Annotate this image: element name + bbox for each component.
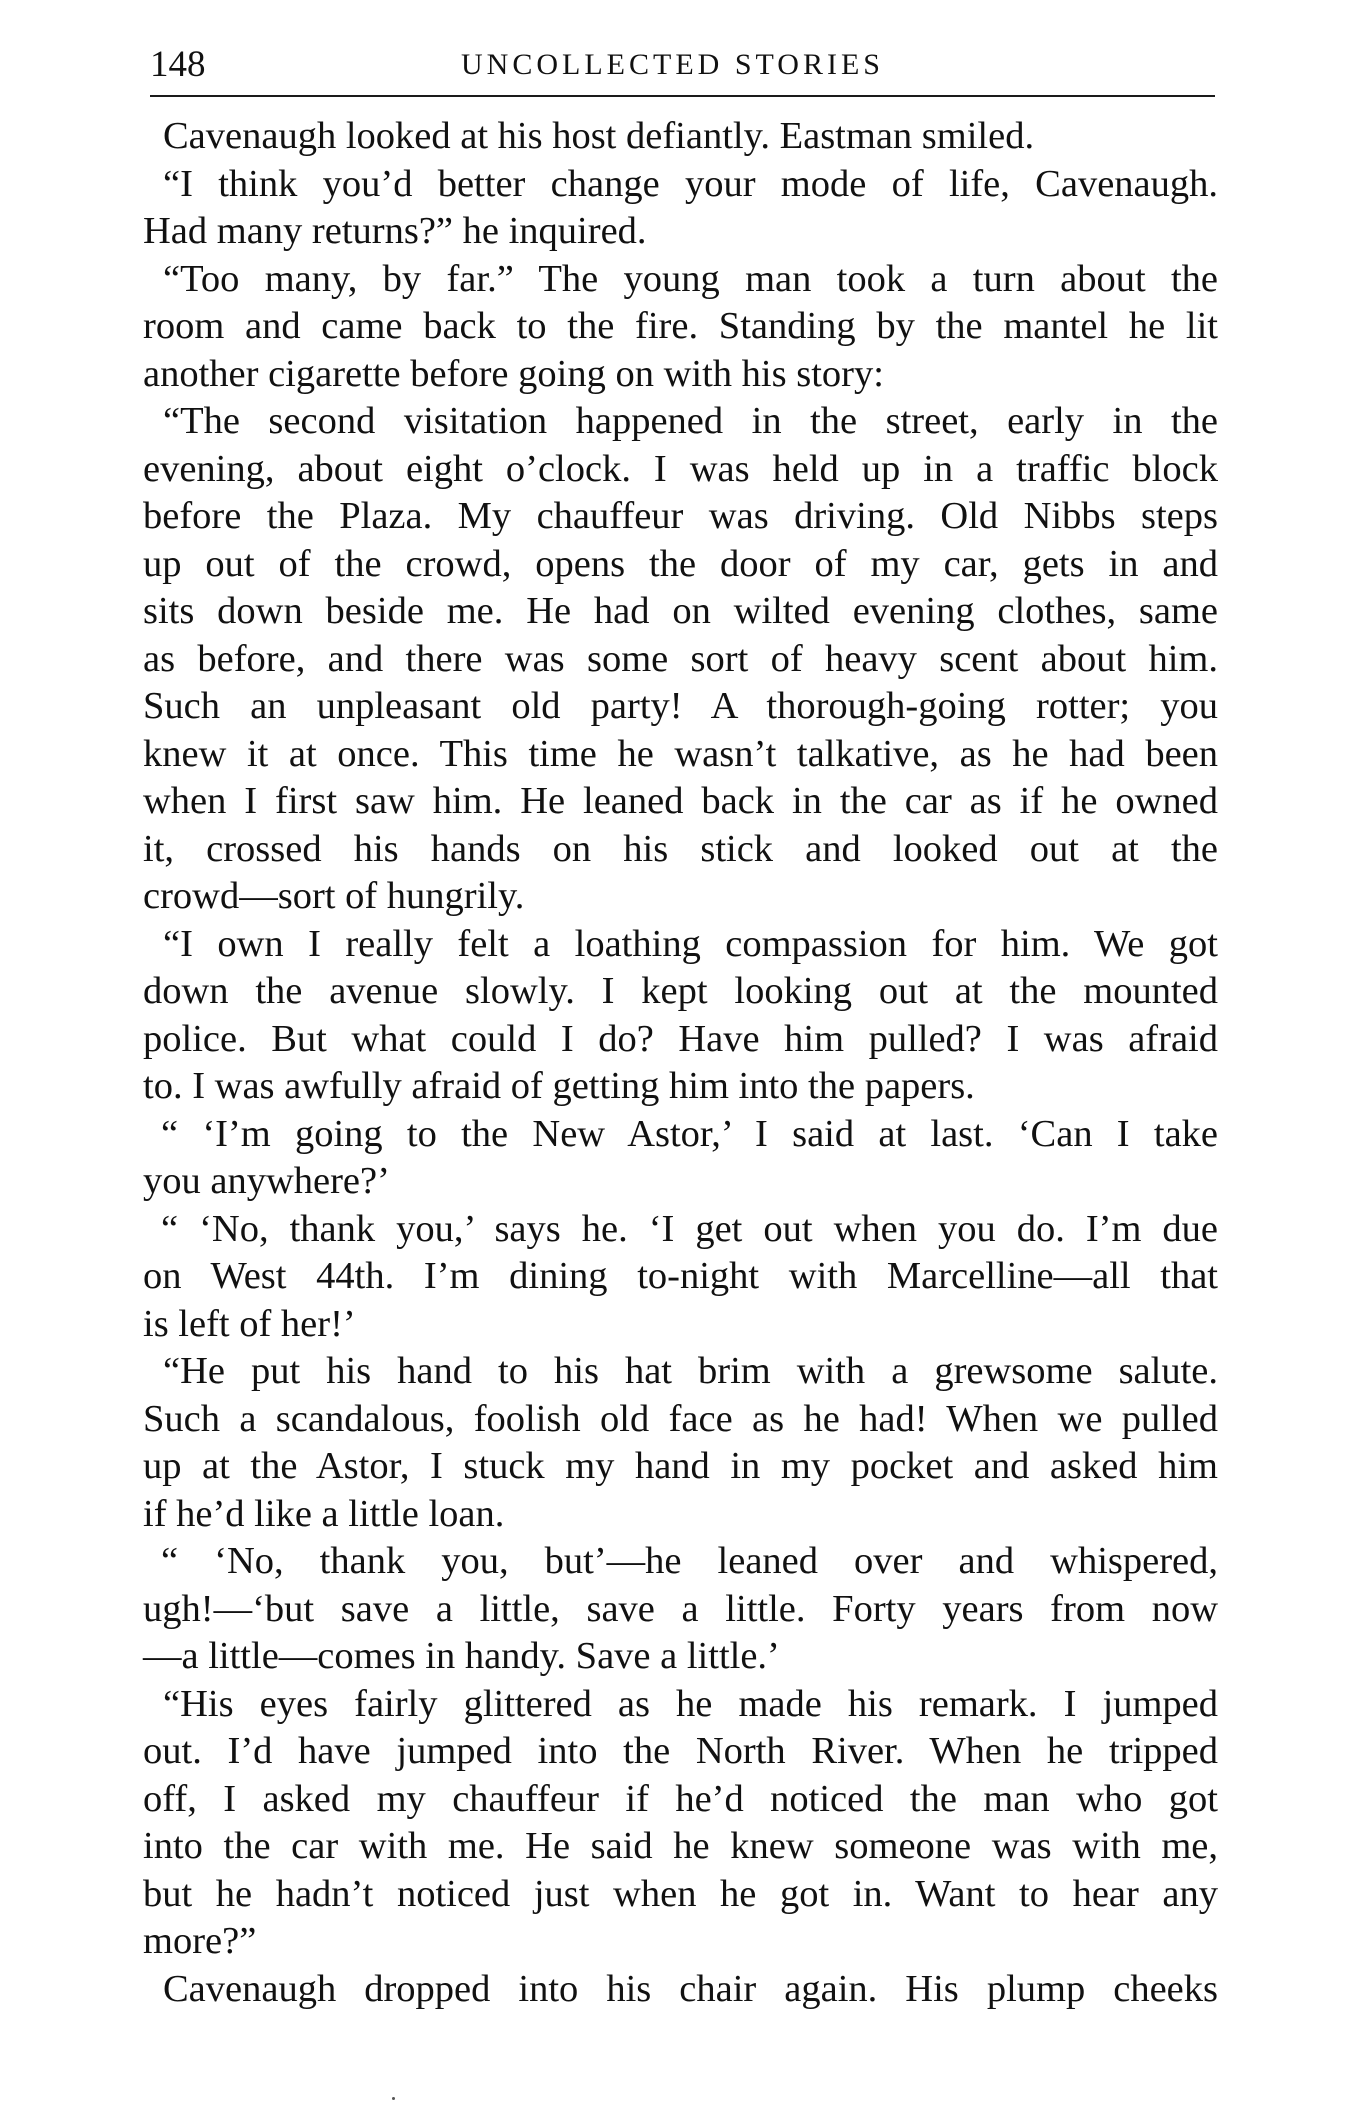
- text-line: up out of the crowd, opens the door of my car, gets in and: [143, 542, 1218, 585]
- text-line: when I first saw him. He leaned back in the car as if he owned: [143, 780, 1218, 822]
- text-line: more?”: [143, 1920, 257, 1962]
- text-line: “I own I really felt a loathing compassion for him. We got: [163, 922, 1218, 965]
- text-line: Had many returns?” he inquired.: [143, 210, 647, 252]
- text-line: —a little—comes in handy. Save a little.’: [143, 1635, 780, 1677]
- text-line: police. But what could I do? Have him pulled? I was afraid: [143, 1017, 1218, 1060]
- page-number: 148: [150, 44, 206, 85]
- text-line: to. I was awfully afraid of getting him into the papers.: [143, 1065, 975, 1107]
- text-line: on West 44th. I’m dining to-night with Marcelline—all that: [143, 1255, 1218, 1297]
- running-title: UNCOLLECTED STORIES: [461, 48, 884, 81]
- text-line: sits down beside me. He had on wilted evening clothes, same: [143, 590, 1218, 632]
- text-line: room and came back to the fire. Standing by the mantel he lit: [143, 305, 1218, 347]
- text-line: before the Plaza. My chauffeur was driving. Old Nibbs steps: [143, 495, 1218, 537]
- text-line: crowd—sort of hungrily.: [143, 875, 525, 917]
- running-head: [130, 40, 1215, 90]
- text-line: another cigarette before going on with his story:: [143, 352, 884, 395]
- text-line: “The second visitation happened in the street, early in the: [163, 400, 1218, 442]
- text-line: “ ‘I’m going to the New Astor,’ I said at last. ‘Can I take: [161, 1112, 1218, 1155]
- text-line: if he’d like a little loan.: [143, 1492, 505, 1535]
- text-line: is left of her!’: [143, 1302, 356, 1345]
- text-line: but he hadn’t noticed just when he got in. Want to hear any: [143, 1872, 1218, 1915]
- text-line: as before, and there was some sort of heavy scent about him.: [143, 637, 1218, 680]
- text-line: off, I asked my chauffeur if he’d noticed the man who got: [143, 1777, 1218, 1820]
- text-line: evening, about eight o’clock. I was held up in a traffic block: [143, 447, 1218, 490]
- text-line: “I think you’d better change your mode of life, Cavenaugh.: [163, 162, 1218, 205]
- text-line: down the avenue slowly. I kept looking out at the mounted: [143, 970, 1218, 1012]
- text-line: Cavenaugh looked at his host defiantly. Eastman smiled.: [163, 115, 1035, 157]
- text-line: knew it at once. This time he wasn’t talkative, as he had been: [143, 732, 1218, 775]
- text-line: Such a scandalous, foolish old face as he had! When we pulled: [143, 1397, 1218, 1440]
- text-line: it, crossed his hands on his stick and looked out at the: [143, 827, 1218, 870]
- text-line: into the car with me. He said he knew someone was with me,: [143, 1825, 1218, 1867]
- print-speck: [392, 2097, 395, 2100]
- text-line: “His eyes fairly glittered as he made his remark. I jumped: [163, 1682, 1218, 1725]
- text-line: “ ‘No, thank you,’ says he. ‘I get out when you do. I’m due: [161, 1207, 1218, 1250]
- text-line: you anywhere?’: [143, 1160, 390, 1202]
- text-line: up at the Astor, I stuck my hand in my pocket and asked him: [143, 1445, 1218, 1487]
- body-text: [143, 113, 1218, 2013]
- text-line: Cavenaugh dropped into his chair again. His plump cheeks: [163, 1967, 1218, 2010]
- header-rule: [150, 95, 1215, 97]
- text-line: out. I’d have jumped into the North River. When he tripped: [143, 1730, 1218, 1772]
- text-line: “He put his hand to his hat brim with a grewsome salute.: [163, 1350, 1218, 1392]
- text-line: “ ‘No, thank you, but’—he leaned over and whispered,: [161, 1540, 1218, 1582]
- text-line: “Too many, by far.” The young man took a turn about the: [163, 257, 1218, 300]
- text-line: ugh!—‘but save a little, save a little. Forty years from now: [143, 1587, 1218, 1630]
- text-line: Such an unpleasant old party! A thorough-going rotter; you: [143, 685, 1218, 727]
